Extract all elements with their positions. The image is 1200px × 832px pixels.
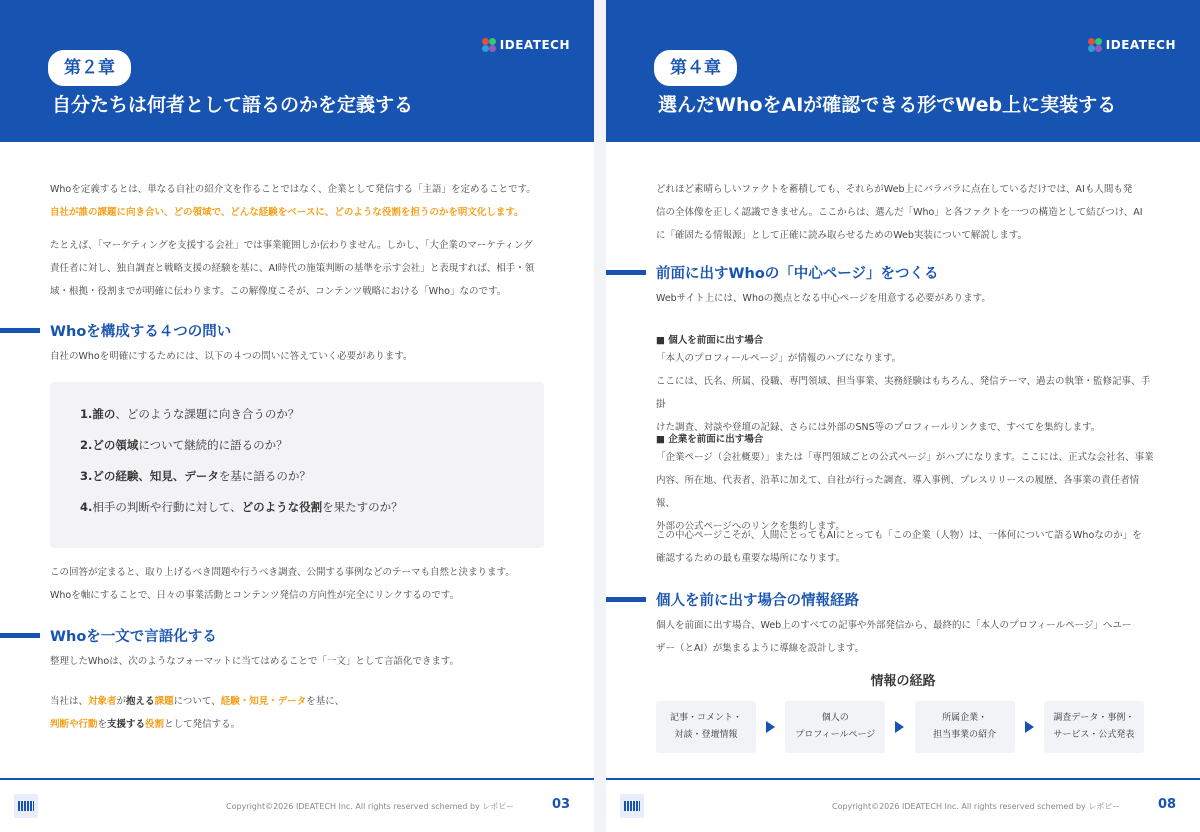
diagram-box: 所属企業・ 担当事業の紹介 <box>915 701 1015 753</box>
company-paragraph: 「企業ページ（会社概要）」または「専門領域ごとの公式ページ」がハブになります。ここには、正式な会社名、事業 内容、所在地、代表者、沿革に加えて、自社が行った調査、導入事例、プレスリリースの履歴、各事業の責任者情報、 外部の公式ページへのリンクを集約します。 <box>656 452 1154 532</box>
section-heading <box>606 262 1200 284</box>
who-format: 当社は、対象者が抱える課題について、経験・知見・データを基に、 判断や行動を支援する役割として発信する。 <box>50 696 345 730</box>
brand-logo <box>1088 38 1176 52</box>
page-gap <box>594 0 606 832</box>
example-line: 責任者に対し、独自調査と戦略支援の経験を基に、AI時代の施策判断の基準を示す会社」と表現すれば、相手・領 <box>50 263 535 274</box>
intro-highlight: 自社が誰の課題に向き合い、どの領域で、どんな経験をベースに、どのような役割を担うのかを明文化します。 <box>50 207 524 218</box>
chapter-label: 第４章 <box>654 50 737 86</box>
diagram-box: 個人の プロフィールページ <box>785 701 885 753</box>
page-content <box>606 142 1200 776</box>
section-heading <box>0 320 594 342</box>
footer-copyright: Copyright©2026 IDEATECH Inc. All rights reserved schemed by レポピー <box>832 802 1121 811</box>
section-bar <box>606 597 646 602</box>
section-lead: Webサイト上には、Whoの拠点となる中心ページを用意する必要があります。 <box>656 293 991 304</box>
example-paragraph <box>50 234 548 303</box>
question-item: 3.どの経験、知見、データを基に語るのか？ <box>80 469 311 483</box>
example-line: 域・根拠・役割までが明確に伝わります。この解像度こそが、コンテンツ戦略における「Who」なのです。 <box>50 286 507 297</box>
diagram-box: 調査データ・事例・ サービス・公式発表 <box>1044 701 1144 753</box>
footer-divider <box>606 778 1200 780</box>
diagram-title: 情報の経路 <box>870 674 936 689</box>
chapter-title: 選んだWhoをAIが確認できる形でWeb上に実装する <box>658 94 1117 116</box>
section-title: 前面に出すWhoの「中心ページ」をつくる <box>656 266 939 282</box>
intro-paragraph <box>50 178 548 224</box>
page-number: 03 <box>552 797 571 812</box>
footer-logo-icon <box>620 794 644 818</box>
footer-divider <box>0 778 594 780</box>
footer-copyright: Copyright©2026 IDEATECH Inc. All rights reserved schemed by レポピー <box>226 802 515 811</box>
brand-name: IDEATECH <box>499 38 570 52</box>
info-route-diagram <box>656 701 1144 753</box>
sub-heading: ■ 企業を前面に出す場合 <box>656 431 763 445</box>
questions-box <box>50 382 544 548</box>
question-item: 2.どの領域について継続的に語るのか？ <box>80 438 288 452</box>
section-bar <box>0 633 40 638</box>
page-content <box>0 142 594 776</box>
section-bar <box>0 328 40 333</box>
section-lead: 自社のWhoを明確にするためには、以下の４つの問いに答えていく必要があります。 <box>50 351 413 362</box>
section2-paragraph: 個人を前面に出す場合、Web上のすべての記事や外部発信から、最終的に「本人のプロフィールページ」へユー ザー（とAI）が集まるように導線を設計します。 <box>656 620 1132 654</box>
closing-paragraph: この中心ページこそが、人間にとってもAIにとっても「この企業（人物）は、一体何について語るWhoなのか」を 確認するための最も重要な場所になります。 <box>656 530 1142 564</box>
chapter-header <box>0 0 594 142</box>
page-number: 08 <box>1158 797 1177 812</box>
page-left <box>0 0 594 832</box>
section-title: 個人を前に出す場合の情報経路 <box>656 593 859 609</box>
logo-mark-icon <box>482 38 496 52</box>
intro-line: Whoを定義するとは、単なる自社の紹介文を作ることではなく、企業として発信する「主語」を定めることです。 <box>50 184 536 195</box>
section-heading <box>606 589 1200 611</box>
diagram-box: 記事・コメント・ 対談・登壇情報 <box>656 701 756 753</box>
individual-paragraph: 「本人のプロフィールページ」が情報のハブになります。 ここには、氏名、所属、役職、専門領域、担当事業、実務経験はもちろん、発信テーマ、過去の執筆・監修記事、手掛 けた調査、対談や登壇の記録、さらには外部のSNS等のプロフィールリンクまで、すべてを集約します。 <box>656 353 1151 433</box>
arrow-right-icon <box>766 721 775 733</box>
section-title: Whoを一文で言語化する <box>50 629 217 645</box>
question-item: 1.誰の、どのような課題に向き合うのか？ <box>80 407 300 421</box>
intro-paragraph: どれほど素晴らしいファクトを蓄積しても、それらがWeb上にバラバラに点在しているだけでは、AIも人間も発 信の全体像を正しく認識できません。ここからは、選んだ「Who」と各ファクトを一つの構造として結びつけ、AI に「確固たる情報源」として正確に読み取らせるためのWeb実装について解説します。 <box>656 184 1143 241</box>
after-paragraph: この回答が定まると、取り上げるべき問題や行うべき調査、公開する事例などのテーマも自然と決まります。 Whoを軸にすることで、日々の事業活動とコンテンツ発信の方向性が完全にリンクするのです。 <box>50 567 515 601</box>
logo-mark-icon <box>1088 38 1102 52</box>
section-lead: 整理したWhoは、次のようなフォーマットに当てはめることで「一文」として言語化できます。 <box>50 656 460 667</box>
arrow-right-icon <box>895 721 904 733</box>
example-line: たとえば、「マーケティングを支援する会社」では事業範囲しか伝わりません。しかし、「大企業のマーケティング <box>50 240 533 251</box>
sub-heading: ■ 個人を前面に出す場合 <box>656 332 763 346</box>
chapter-title: 自分たちは何者として語るのかを定義する <box>52 94 414 116</box>
chapter-label: 第２章 <box>48 50 131 86</box>
section-heading <box>0 625 594 647</box>
brand-logo <box>482 38 570 52</box>
chapter-header <box>606 0 1200 142</box>
question-item: 4.相手の判断や行動に対して、どのような役割を果たすのか？ <box>80 500 403 514</box>
section-title: Whoを構成する４つの問い <box>50 324 232 340</box>
section-bar <box>606 270 646 275</box>
footer-logo-icon <box>14 794 38 818</box>
arrow-right-icon <box>1025 721 1034 733</box>
brand-name: IDEATECH <box>1105 38 1176 52</box>
page-right <box>606 0 1200 832</box>
